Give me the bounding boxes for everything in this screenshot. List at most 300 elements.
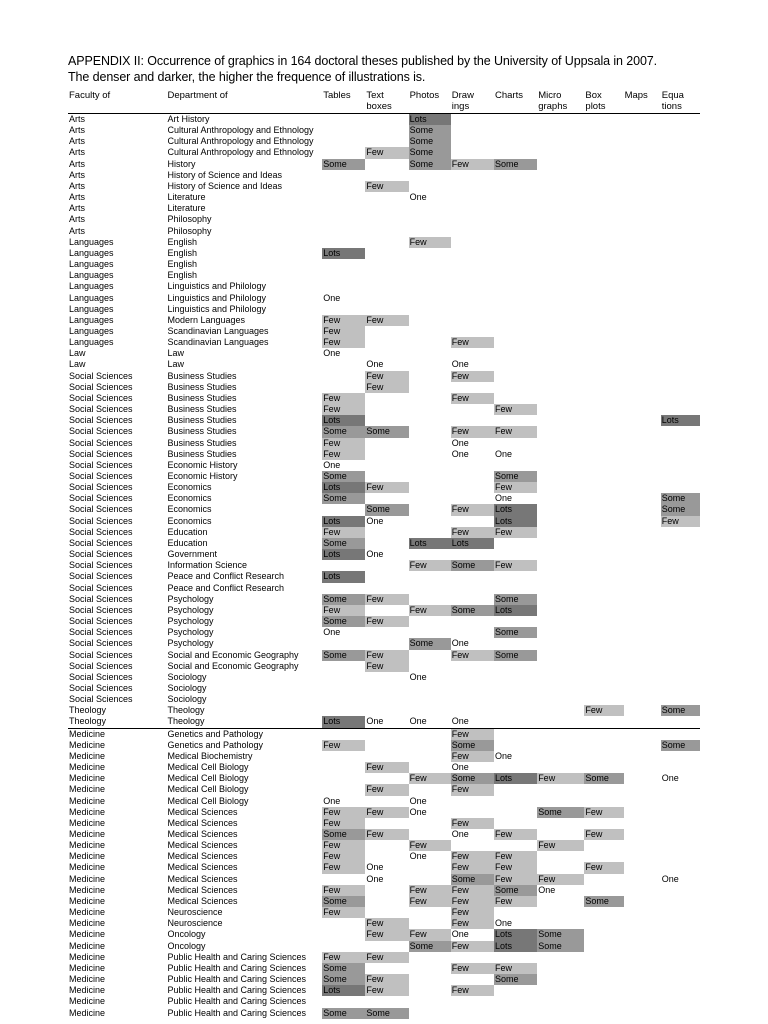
text-boxes-cell: Few (365, 371, 408, 382)
table-row (68, 661, 700, 672)
box-plots-cell: Few (584, 862, 623, 873)
photos-cell (409, 874, 451, 885)
maps-cell (624, 985, 661, 996)
equations-cell (661, 829, 700, 840)
box-plots-cell (584, 382, 623, 393)
tables-cell (322, 918, 365, 929)
micrographs-cell: Some (537, 941, 584, 952)
tables-cell (322, 874, 365, 885)
department-cell: History of Science and Ideas (167, 180, 283, 191)
drawings-cell (451, 471, 494, 482)
table-row (68, 740, 700, 751)
maps-cell (624, 751, 661, 762)
equations-cell (661, 560, 700, 571)
charts-cell (494, 583, 537, 594)
drawings-cell (451, 214, 494, 225)
box-plots-cell (584, 661, 623, 672)
charts-cell: Some (494, 159, 537, 170)
drawings-cell: Few (451, 907, 494, 918)
drawings-cell: Few (451, 650, 494, 661)
micrographs-cell (537, 226, 584, 237)
charts-cell: Lots (494, 605, 537, 616)
department-cell: Business Studies (167, 426, 237, 437)
photos-cell (409, 1008, 451, 1019)
tables-cell (322, 751, 365, 762)
table-row (68, 605, 700, 616)
table-row (68, 594, 700, 605)
micrographs-cell (537, 449, 584, 460)
photos-cell (409, 326, 451, 337)
faculty-cell: Medicine (69, 951, 106, 962)
text-boxes-cell: Few (365, 784, 408, 795)
charts-cell (494, 348, 537, 359)
charts-cell (494, 203, 537, 214)
box-plots-cell: Some (584, 896, 623, 907)
column-header-line: graphs (538, 101, 568, 112)
maps-cell (624, 907, 661, 918)
column-header-micrographs (537, 90, 584, 114)
photos-cell (409, 248, 451, 259)
micrographs-cell (537, 326, 584, 337)
charts-cell (494, 237, 537, 248)
drawings-cell: Few (451, 751, 494, 762)
photos-cell: Lots (409, 114, 451, 126)
tables-cell (322, 203, 365, 214)
maps-cell (624, 807, 661, 818)
equations-cell (661, 907, 700, 918)
photos-cell: Few (409, 840, 451, 851)
column-header-photos (409, 90, 451, 114)
micrographs-cell (537, 560, 584, 571)
equations-cell: One (661, 773, 679, 784)
charts-cell (494, 672, 537, 683)
equations-cell (661, 270, 700, 281)
drawings-cell: Few (451, 885, 494, 896)
drawings-cell: Few (451, 896, 494, 907)
drawings-cell (451, 237, 494, 248)
box-plots-cell (584, 170, 623, 181)
tables-cell: Few (322, 605, 365, 616)
box-plots-cell (584, 638, 623, 649)
faculty-cell: Arts (69, 169, 86, 180)
text-boxes-cell (365, 571, 408, 582)
maps-cell (624, 638, 661, 649)
faculty-cell: Social Sciences (69, 415, 133, 426)
drawings-cell (451, 192, 494, 203)
table-row (68, 549, 700, 560)
department-cell: Linguistics and Philology (167, 292, 267, 303)
maps-cell (624, 829, 661, 840)
column-header-line: Department of (167, 90, 228, 101)
equations-cell (661, 371, 700, 382)
box-plots-cell (584, 404, 623, 415)
text-boxes-cell: Some (365, 426, 408, 437)
charts-cell: One (494, 448, 512, 459)
table-row (68, 941, 700, 952)
drawings-cell (451, 549, 494, 560)
charts-cell (494, 705, 537, 716)
equations-cell (661, 214, 700, 225)
faculty-cell: Social Sciences (69, 515, 133, 526)
charts-cell (494, 293, 537, 304)
box-plots-cell (584, 907, 623, 918)
box-plots-cell (584, 840, 623, 851)
table-row (68, 359, 700, 370)
faculty-cell: Social Sciences (69, 493, 133, 504)
faculty-cell: Medicine (69, 907, 106, 918)
micrographs-cell (537, 638, 584, 649)
faculty-cell: Social Sciences (69, 381, 133, 392)
equations-cell (661, 807, 700, 818)
photos-cell: Lots (409, 538, 451, 549)
tables-cell (322, 728, 365, 740)
table-row (68, 504, 700, 515)
table-row (68, 527, 700, 538)
drawings-cell: Some (451, 560, 494, 571)
charts-cell: Lots (494, 516, 537, 527)
column-header-line: ings (451, 101, 470, 112)
text-boxes-cell (365, 773, 408, 784)
photos-cell (409, 985, 451, 996)
charts-cell (494, 259, 537, 270)
faculty-cell: Arts (69, 192, 86, 203)
department-cell: Psychology (167, 593, 214, 604)
charts-cell: Few (494, 829, 537, 840)
micrographs-cell (537, 851, 584, 862)
faculty-cell: Languages (69, 281, 114, 292)
photos-cell (409, 762, 451, 773)
text-boxes-cell (365, 192, 408, 203)
text-boxes-cell (365, 471, 408, 482)
column-header-line: Equa (661, 90, 684, 101)
drawings-cell (451, 1008, 494, 1019)
charts-cell (494, 796, 537, 807)
faculty-cell: Medicine (69, 739, 106, 750)
text-boxes-cell (365, 438, 408, 449)
faculty-cell: Medicine (69, 829, 106, 839)
maps-cell (624, 683, 661, 694)
micrographs-cell (537, 583, 584, 594)
box-plots-cell (584, 952, 623, 963)
maps-cell (624, 918, 661, 929)
tables-cell (322, 304, 365, 315)
maps-cell (624, 270, 661, 281)
micrographs-cell (537, 214, 584, 225)
text-boxes-cell (365, 560, 408, 571)
charts-cell (494, 248, 537, 259)
text-boxes-cell (365, 337, 408, 348)
equations-cell (661, 304, 700, 315)
charts-cell: Lots (494, 941, 537, 952)
micrographs-cell (537, 1008, 584, 1019)
drawings-cell (451, 952, 494, 963)
maps-cell (624, 694, 661, 705)
drawings-cell (451, 136, 494, 147)
department-cell: Business Studies (167, 415, 237, 426)
drawings-cell: Few (451, 728, 494, 740)
micrographs-cell (537, 382, 584, 393)
tables-cell: Few (322, 337, 365, 348)
photos-cell (409, 661, 451, 672)
drawings-cell (451, 281, 494, 292)
micrographs-cell (537, 974, 584, 985)
charts-cell (494, 393, 537, 404)
box-plots-cell (584, 192, 623, 203)
charts-cell: Some (494, 885, 537, 896)
micrographs-cell (537, 393, 584, 404)
tables-cell: Lots (322, 482, 365, 493)
equations-cell (661, 237, 700, 248)
equations-cell: One (661, 873, 679, 884)
equations-cell (661, 996, 700, 1007)
charts-cell (494, 807, 537, 818)
faculty-cell: Social Sciences (69, 627, 133, 638)
department-cell: English (167, 236, 197, 247)
faculty-cell: Medicine (69, 840, 106, 851)
micrographs-cell (537, 818, 584, 829)
maps-cell (624, 304, 661, 315)
charts-cell: Few (494, 963, 537, 974)
box-plots-cell (584, 716, 623, 728)
drawings-cell (451, 326, 494, 337)
table-row (68, 348, 700, 359)
drawings-cell (451, 270, 494, 281)
photos-cell (409, 818, 451, 829)
box-plots-cell (584, 583, 623, 594)
faculty-cell: Medicine (69, 1007, 106, 1018)
table-row (68, 683, 700, 694)
drawings-cell (451, 482, 494, 493)
box-plots-cell (584, 784, 623, 795)
department-cell: Peace and Conflict Research (167, 582, 285, 593)
micrographs-cell (537, 549, 584, 560)
faculty-cell: Medicine (69, 784, 106, 795)
charts-cell: Few (494, 851, 537, 862)
column-header-department (166, 90, 322, 114)
table-row (68, 716, 700, 728)
table-row (68, 650, 700, 661)
tables-cell: Some (322, 426, 365, 437)
maps-cell (624, 728, 661, 740)
department-cell: Public Health and Caring Sciences (167, 1007, 307, 1018)
text-boxes-cell (365, 170, 408, 181)
box-plots-cell (584, 941, 623, 952)
department-cell: Scandinavian Languages (167, 337, 269, 348)
maps-cell (624, 605, 661, 616)
table-row (68, 985, 700, 996)
text-boxes-cell: Few (365, 382, 408, 393)
faculty-cell: Social Sciences (69, 638, 133, 649)
department-cell: Theology (167, 705, 205, 716)
equations-cell (661, 438, 700, 449)
tables-cell (322, 214, 365, 225)
drawings-cell (451, 170, 494, 181)
drawings-cell: Few (451, 393, 494, 404)
charts-cell: Few (494, 426, 537, 437)
box-plots-cell (584, 594, 623, 605)
department-cell: Linguistics and Philology (167, 303, 267, 314)
equations-cell (661, 840, 700, 851)
equations-cell (661, 136, 700, 147)
box-plots-cell (584, 359, 623, 370)
charts-cell (494, 147, 537, 158)
text-boxes-cell: Some (365, 504, 408, 515)
maps-cell (624, 560, 661, 571)
tables-cell: Few (322, 315, 365, 326)
box-plots-cell (584, 471, 623, 482)
charts-cell: Some (494, 594, 537, 605)
micrographs-cell: Few (537, 840, 584, 851)
faculty-cell: Arts (69, 203, 86, 214)
table-row (68, 270, 700, 281)
department-cell: Psychology (167, 604, 214, 615)
tables-cell (322, 705, 365, 716)
photos-cell (409, 571, 451, 582)
department-cell: Psychology (167, 627, 214, 638)
photos-cell: One (409, 192, 427, 203)
tables-cell: One (323, 627, 341, 638)
micrographs-cell (537, 203, 584, 214)
maps-cell (624, 851, 661, 862)
box-plots-cell (584, 818, 623, 829)
equations-cell (661, 616, 700, 627)
tables-cell: Few (322, 907, 365, 918)
equations-cell (661, 482, 700, 493)
tables-cell: Some (322, 1008, 365, 1019)
equations-cell (661, 929, 700, 940)
equations-cell (661, 762, 700, 773)
box-plots-cell (584, 851, 623, 862)
drawings-cell (451, 840, 494, 851)
charts-cell: One (494, 918, 512, 929)
micrographs-cell (537, 415, 584, 426)
faculty-cell: Medicine (69, 929, 106, 940)
equations-cell (661, 404, 700, 415)
table-row (68, 181, 700, 192)
drawings-cell: One (451, 359, 469, 370)
department-cell: Business Studies (167, 404, 237, 415)
photos-cell: Some (409, 638, 451, 649)
department-cell: Medical Sciences (167, 829, 238, 839)
title-line-2: The denser and darker, the higher the frequence of illustrations is. (68, 70, 426, 84)
box-plots-cell (584, 293, 623, 304)
column-header-line: Photos (409, 90, 440, 101)
text-boxes-cell: Few (365, 616, 408, 627)
text-boxes-cell (365, 818, 408, 829)
tables-cell: Lots (322, 516, 365, 527)
drawings-cell: Few (451, 337, 494, 348)
department-cell: Economics (167, 504, 212, 515)
department-cell: Economics (167, 515, 212, 526)
text-boxes-cell (365, 493, 408, 504)
department-cell: Medical Sciences (167, 884, 238, 895)
tables-cell (322, 281, 365, 292)
faculty-cell: Medicine (69, 918, 106, 929)
tables-cell (322, 560, 365, 571)
drawings-cell: Few (451, 159, 494, 170)
text-boxes-cell (365, 270, 408, 281)
column-header-charts (494, 90, 537, 114)
photos-cell (409, 907, 451, 918)
table-row (68, 963, 700, 974)
department-cell: Government (167, 549, 217, 560)
department-cell: Philosophy (167, 225, 212, 236)
micrographs-cell (537, 594, 584, 605)
maps-cell (624, 170, 661, 181)
department-cell: Genetics and Pathology (167, 739, 264, 750)
department-cell: Social and Economic Geography (167, 660, 299, 671)
box-plots-cell (584, 304, 623, 315)
micrographs-cell (537, 293, 584, 304)
box-plots-cell (584, 482, 623, 493)
charts-cell (494, 694, 537, 705)
tables-cell: Some (322, 616, 365, 627)
drawings-cell: One (451, 762, 469, 773)
tables-cell: Some (322, 493, 365, 504)
charts-cell (494, 818, 537, 829)
box-plots-cell (584, 348, 623, 359)
text-boxes-cell: Few (365, 482, 408, 493)
department-cell: Business Studies (167, 381, 237, 392)
faculty-cell: Medicine (69, 862, 106, 873)
charts-cell: One (494, 750, 512, 761)
micrographs-cell (537, 237, 584, 248)
table-row (68, 952, 700, 963)
maps-cell (624, 426, 661, 437)
micrographs-cell: Some (537, 929, 584, 940)
photos-cell: Few (409, 885, 451, 896)
column-header-tables (322, 90, 365, 114)
table-row (68, 125, 700, 136)
drawings-cell: Some (451, 740, 494, 751)
photos-cell (409, 862, 451, 873)
department-cell: Medical Cell Biology (167, 762, 249, 773)
box-plots-cell (584, 751, 623, 762)
micrographs-cell (537, 315, 584, 326)
department-cell: Oncology (167, 929, 206, 940)
table-row (68, 571, 700, 582)
equations-cell (661, 594, 700, 605)
box-plots-cell (584, 874, 623, 885)
faculty-cell: Social Sciences (69, 526, 133, 537)
tables-cell: Some (322, 963, 365, 974)
drawings-cell (451, 807, 494, 818)
equations-cell (661, 661, 700, 672)
text-boxes-cell: Few (365, 985, 408, 996)
table-row (68, 918, 700, 929)
tables-cell (322, 672, 365, 683)
photos-cell (409, 728, 451, 740)
text-boxes-cell (365, 885, 408, 896)
text-boxes-cell (365, 404, 408, 415)
tables-cell (322, 996, 365, 1007)
department-cell: Medical Sciences (167, 840, 238, 851)
equations-cell (661, 527, 700, 538)
faculty-cell: Medicine (69, 985, 106, 996)
charts-cell (494, 996, 537, 1007)
text-boxes-cell: One (366, 359, 384, 370)
photos-cell (409, 393, 451, 404)
table-row (68, 326, 700, 337)
photos-cell: Some (409, 136, 451, 147)
drawings-cell (451, 114, 494, 126)
department-cell: Psychology (167, 638, 214, 649)
faculty-cell: Languages (69, 292, 114, 303)
table-row (68, 426, 700, 437)
department-cell: Education (167, 537, 208, 548)
photos-cell (409, 203, 451, 214)
maps-cell (624, 740, 661, 751)
